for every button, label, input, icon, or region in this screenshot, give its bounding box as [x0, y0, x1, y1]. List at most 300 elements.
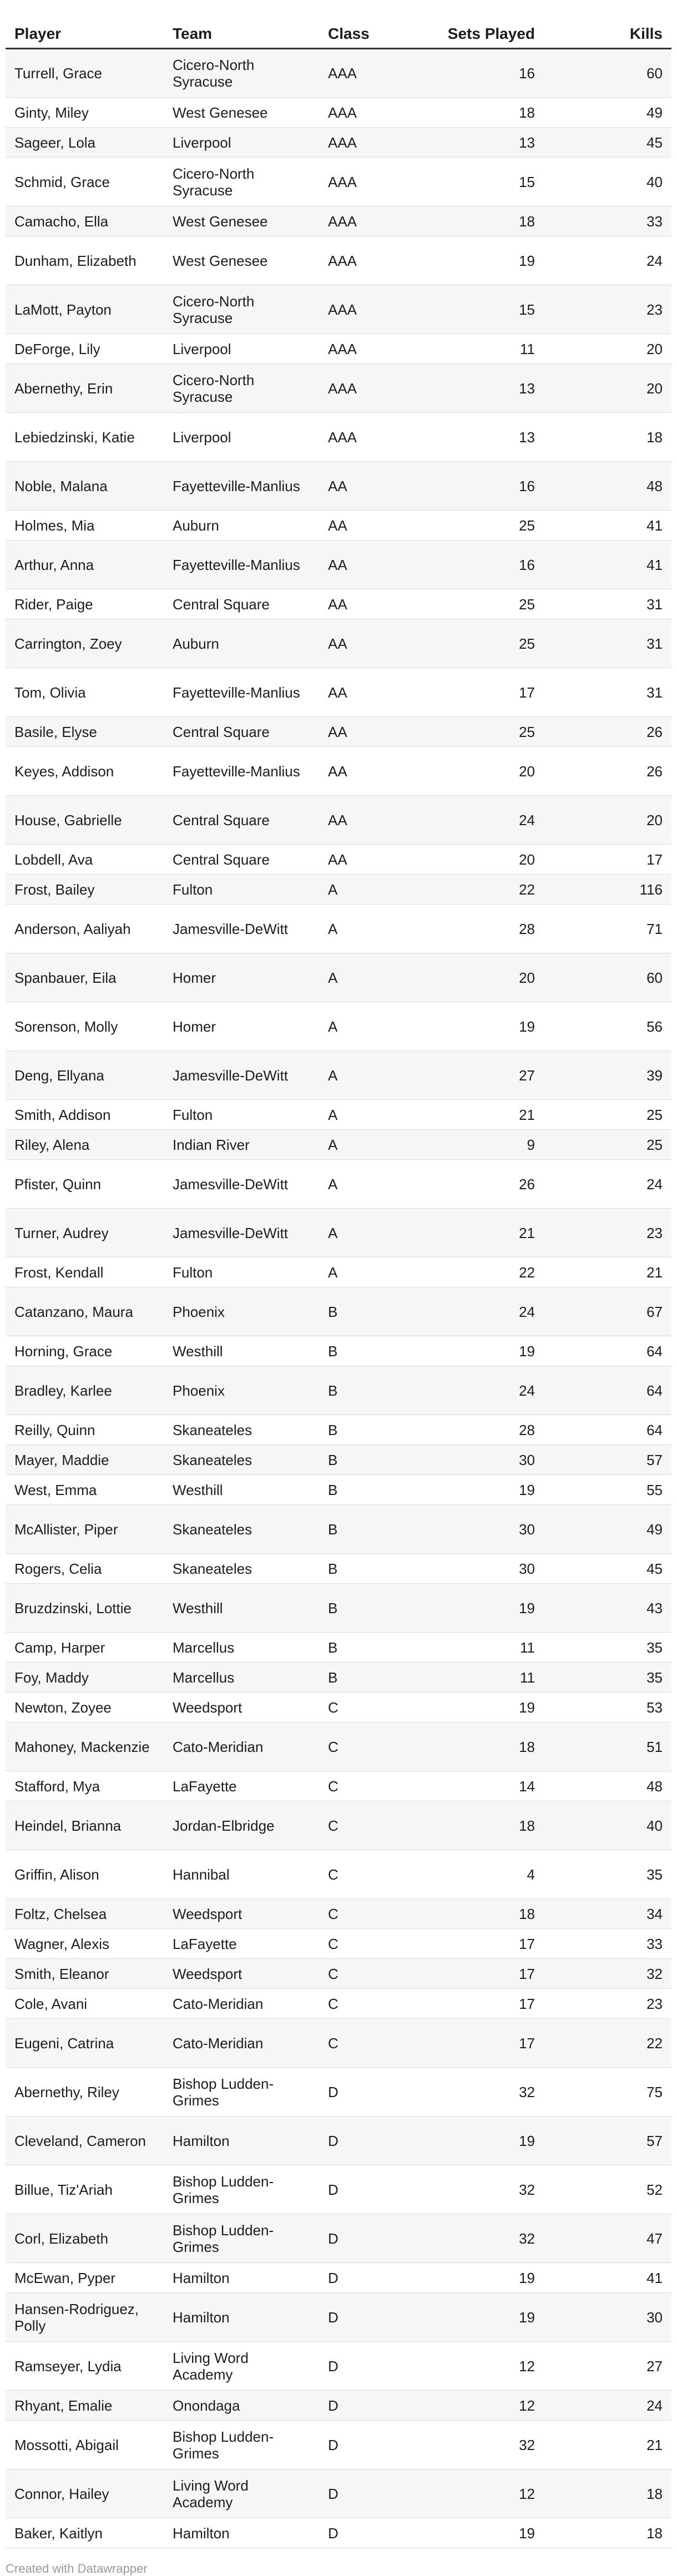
player-cell: Anderson, Aaliyah: [6, 905, 164, 953]
team-cell: Jamesville-DeWitt: [164, 905, 319, 953]
sets-played-cell: 12: [430, 2391, 544, 2421]
player-cell: Noble, Malana: [6, 462, 164, 511]
player-cell: Keyes, Addison: [6, 747, 164, 796]
team-cell: Liverpool: [164, 334, 319, 364]
team-cell: Fayetteville-Manlius: [164, 462, 319, 511]
team-cell: Fulton: [164, 1100, 319, 1130]
team-cell: Fayetteville-Manlius: [164, 541, 319, 589]
sets-played-cell: 11: [430, 1663, 544, 1693]
class-cell: B: [319, 1554, 430, 1584]
kills-cell: 64: [544, 1415, 671, 1445]
table-row: [6, 796, 671, 845]
team-cell: Indian River: [164, 1130, 319, 1160]
team-cell: Hannibal: [164, 1850, 319, 1899]
kills-cell: 34: [544, 1899, 671, 1929]
team-cell: Cicero-North Syracuse: [164, 364, 319, 413]
table-row: [6, 1100, 671, 1130]
sets-played-cell: 12: [430, 2469, 544, 2518]
table-row: [6, 1663, 671, 1693]
player-cell: Ginty, Miley: [6, 98, 164, 128]
sets-played-cell: 30: [430, 1505, 544, 1554]
kills-cell: 57: [544, 1445, 671, 1475]
table-row: [6, 158, 671, 206]
player-cell: Abernethy, Erin: [6, 364, 164, 413]
player-cell: Stafford, Mya: [6, 1771, 164, 1801]
table-row: [6, 589, 671, 619]
team-cell: Living Word Academy: [164, 2469, 319, 2518]
player-cell: Turner, Audrey: [6, 1209, 164, 1257]
kills-cell: 35: [544, 1850, 671, 1899]
player-cell: Cole, Avani: [6, 1989, 164, 2019]
kills-cell: 51: [544, 1723, 671, 1771]
team-cell: Liverpool: [164, 128, 319, 158]
class-cell: A: [319, 1209, 430, 1257]
kills-cell: 35: [544, 1663, 671, 1693]
sets-played-cell: 25: [430, 511, 544, 541]
kills-cell: 49: [544, 1505, 671, 1554]
player-cell: McEwan, Pyper: [6, 2263, 164, 2293]
sets-played-cell: 25: [430, 717, 544, 747]
kills-cell: 20: [544, 796, 671, 845]
class-cell: AA: [319, 462, 430, 511]
sets-played-cell: 18: [430, 98, 544, 128]
table-row: [6, 1633, 671, 1663]
team-cell: Central Square: [164, 717, 319, 747]
player-cell: Foltz, Chelsea: [6, 1899, 164, 1929]
column-header-kills[interactable]: Kills: [544, 0, 671, 49]
sets-played-cell: 32: [430, 2214, 544, 2263]
table-row: [6, 285, 671, 334]
team-cell: Jamesville-DeWitt: [164, 1209, 319, 1257]
table-row: [6, 2293, 671, 2342]
team-cell: Phoenix: [164, 1366, 319, 1415]
kills-cell: 41: [544, 541, 671, 589]
kills-cell: 18: [544, 413, 671, 462]
sets-played-cell: 11: [430, 334, 544, 364]
player-cell: Smith, Eleanor: [6, 1959, 164, 1989]
class-cell: D: [319, 2214, 430, 2263]
table-row: [6, 2342, 671, 2391]
table-row: [6, 2019, 671, 2068]
team-cell: Jamesville-DeWitt: [164, 1160, 319, 1209]
team-cell: Hamilton: [164, 2117, 319, 2165]
player-cell: Camp, Harper: [6, 1633, 164, 1663]
kills-cell: 52: [544, 2165, 671, 2214]
sets-played-cell: 32: [430, 2421, 544, 2469]
player-cell: Catanzano, Maura: [6, 1287, 164, 1336]
player-cell: Ramseyer, Lydia: [6, 2342, 164, 2391]
column-header-sets-played[interactable]: Sets Played: [430, 0, 544, 49]
class-cell: B: [319, 1336, 430, 1366]
class-cell: AA: [319, 619, 430, 668]
class-cell: AA: [319, 668, 430, 717]
class-cell: C: [319, 1801, 430, 1850]
kills-cell: 18: [544, 2518, 671, 2548]
column-header-player[interactable]: Player: [6, 0, 164, 49]
kills-cell: 17: [544, 845, 671, 875]
class-cell: D: [319, 2421, 430, 2469]
class-cell: AAA: [319, 206, 430, 236]
kills-cell: 21: [544, 1257, 671, 1287]
table-row: [6, 364, 671, 413]
table-row: [6, 1723, 671, 1771]
player-cell: Rhyant, Emalie: [6, 2391, 164, 2421]
player-cell: Holmes, Mia: [6, 511, 164, 541]
table-row: [6, 845, 671, 875]
team-cell: Onondaga: [164, 2391, 319, 2421]
sets-played-cell: 13: [430, 364, 544, 413]
team-cell: Weedsport: [164, 1899, 319, 1929]
class-cell: C: [319, 1723, 430, 1771]
class-cell: AAA: [319, 364, 430, 413]
kills-cell: 21: [544, 2421, 671, 2469]
table-row: [6, 1002, 671, 1051]
table-row: [6, 668, 671, 717]
team-cell: Fayetteville-Manlius: [164, 747, 319, 796]
class-cell: B: [319, 1505, 430, 1554]
table-row: [6, 511, 671, 541]
team-cell: West Genesee: [164, 236, 319, 285]
player-cell: Deng, Ellyana: [6, 1051, 164, 1100]
kills-cell: 45: [544, 1554, 671, 1584]
sets-played-cell: 19: [430, 1336, 544, 1366]
table-row: [6, 1051, 671, 1100]
kills-cell: 64: [544, 1366, 671, 1415]
kills-cell: 45: [544, 128, 671, 158]
player-cell: Cleveland, Cameron: [6, 2117, 164, 2165]
player-cell: Sorenson, Molly: [6, 1002, 164, 1051]
team-cell: Cicero-North Syracuse: [164, 49, 319, 98]
kills-cell: 26: [544, 717, 671, 747]
player-cell: Corl, Elizabeth: [6, 2214, 164, 2263]
player-cell: Mayer, Maddie: [6, 1445, 164, 1475]
sets-played-cell: 25: [430, 619, 544, 668]
team-cell: Bishop Ludden-Grimes: [164, 2165, 319, 2214]
player-cell: Frost, Kendall: [6, 1257, 164, 1287]
team-cell: Hamilton: [164, 2293, 319, 2342]
sets-played-cell: 17: [430, 1989, 544, 2019]
sets-played-cell: 16: [430, 462, 544, 511]
table-row: [6, 98, 671, 128]
sets-played-cell: 19: [430, 1584, 544, 1633]
team-cell: Skaneateles: [164, 1445, 319, 1475]
team-cell: Homer: [164, 1002, 319, 1051]
team-cell: Fayetteville-Manlius: [164, 668, 319, 717]
kills-cell: 40: [544, 158, 671, 206]
sets-played-cell: 19: [430, 1475, 544, 1505]
player-cell: Connor, Hailey: [6, 2469, 164, 2518]
table-row: [6, 1899, 671, 1929]
kills-cell: 75: [544, 2068, 671, 2117]
kills-cell: 20: [544, 334, 671, 364]
kills-cell: 55: [544, 1475, 671, 1505]
sets-played-cell: 13: [430, 413, 544, 462]
team-cell: Fulton: [164, 1257, 319, 1287]
sets-played-cell: 28: [430, 905, 544, 953]
team-cell: West Genesee: [164, 206, 319, 236]
player-cell: Spanbauer, Eila: [6, 953, 164, 1002]
team-cell: Westhill: [164, 1584, 319, 1633]
player-cell: DeForge, Lily: [6, 334, 164, 364]
table-row: [6, 1130, 671, 1160]
team-cell: Jordan-Elbridge: [164, 1801, 319, 1850]
team-cell: Phoenix: [164, 1287, 319, 1336]
player-cell: LaMott, Payton: [6, 285, 164, 334]
sets-played-cell: 30: [430, 1445, 544, 1475]
table-row: [6, 1850, 671, 1899]
sets-played-cell: 32: [430, 2165, 544, 2214]
player-cell: Griffin, Alison: [6, 1850, 164, 1899]
player-cell: Lebiedzinski, Katie: [6, 413, 164, 462]
footer-credit: Created with Datawrapper: [6, 2562, 148, 2575]
class-cell: AA: [319, 845, 430, 875]
table-row: [6, 1959, 671, 1989]
kills-cell: 43: [544, 1584, 671, 1633]
sets-played-cell: 9: [430, 1130, 544, 1160]
table-row: [6, 905, 671, 953]
kills-cell: 48: [544, 1771, 671, 1801]
table-row: [6, 1287, 671, 1336]
sets-played-cell: 17: [430, 1959, 544, 1989]
team-cell: Hamilton: [164, 2263, 319, 2293]
player-cell: Abernethy, Riley: [6, 2068, 164, 2117]
table-row: [6, 2421, 671, 2469]
table-row: [6, 747, 671, 796]
sets-played-cell: 15: [430, 158, 544, 206]
sets-played-cell: 17: [430, 1929, 544, 1959]
class-cell: C: [319, 2019, 430, 2068]
player-cell: Camacho, Ella: [6, 206, 164, 236]
class-cell: AA: [319, 796, 430, 845]
team-cell: Cicero-North Syracuse: [164, 158, 319, 206]
table-row: [6, 1415, 671, 1445]
table-row: [6, 1554, 671, 1584]
kills-table: [6, 0, 671, 2548]
class-cell: D: [319, 2068, 430, 2117]
team-cell: Hamilton: [164, 2518, 319, 2548]
kills-cell: 56: [544, 1002, 671, 1051]
player-cell: Dunham, Elizabeth: [6, 236, 164, 285]
player-cell: Sageer, Lola: [6, 128, 164, 158]
table-row: [6, 541, 671, 589]
table-row: [6, 1366, 671, 1415]
kills-cell: 40: [544, 1801, 671, 1850]
class-cell: AAA: [319, 236, 430, 285]
class-cell: A: [319, 905, 430, 953]
class-cell: D: [319, 2342, 430, 2391]
player-cell: Reilly, Quinn: [6, 1415, 164, 1445]
team-cell: Central Square: [164, 796, 319, 845]
kills-cell: 24: [544, 2391, 671, 2421]
kills-cell: 27: [544, 2342, 671, 2391]
player-cell: Rogers, Celia: [6, 1554, 164, 1584]
player-cell: Newton, Zoyee: [6, 1693, 164, 1723]
class-cell: B: [319, 1445, 430, 1475]
player-cell: Basile, Elyse: [6, 717, 164, 747]
table-row: [6, 1771, 671, 1801]
team-cell: Marcellus: [164, 1663, 319, 1693]
sets-played-cell: 24: [430, 796, 544, 845]
kills-cell: 39: [544, 1051, 671, 1100]
player-cell: House, Gabrielle: [6, 796, 164, 845]
sets-played-cell: 19: [430, 2518, 544, 2548]
team-cell: Cato-Meridian: [164, 2019, 319, 2068]
table-row: [6, 717, 671, 747]
class-cell: AAA: [319, 413, 430, 462]
header-row: [6, 0, 671, 49]
team-cell: Skaneateles: [164, 1505, 319, 1554]
sets-played-cell: 4: [430, 1850, 544, 1899]
kills-cell: 33: [544, 206, 671, 236]
team-cell: Skaneateles: [164, 1415, 319, 1445]
table-row: [6, 875, 671, 905]
table-row: [6, 1257, 671, 1287]
sets-played-cell: 20: [430, 953, 544, 1002]
kills-cell: 60: [544, 953, 671, 1002]
team-cell: Skaneateles: [164, 1554, 319, 1584]
player-cell: Pfister, Quinn: [6, 1160, 164, 1209]
sets-played-cell: 16: [430, 541, 544, 589]
table-row: [6, 1693, 671, 1723]
table-row: [6, 1160, 671, 1209]
player-cell: Carrington, Zoey: [6, 619, 164, 668]
player-cell: Arthur, Anna: [6, 541, 164, 589]
class-cell: AAA: [319, 128, 430, 158]
sets-played-cell: 22: [430, 875, 544, 905]
sets-played-cell: 19: [430, 2263, 544, 2293]
sets-played-cell: 19: [430, 2293, 544, 2342]
kills-cell: 64: [544, 1336, 671, 1366]
class-cell: AAA: [319, 98, 430, 128]
sets-played-cell: 27: [430, 1051, 544, 1100]
team-cell: Liverpool: [164, 413, 319, 462]
table-row: [6, 1989, 671, 2019]
team-cell: Bishop Ludden-Grimes: [164, 2421, 319, 2469]
kills-cell: 31: [544, 668, 671, 717]
kills-cell: 30: [544, 2293, 671, 2342]
kills-cell: 24: [544, 1160, 671, 1209]
player-cell: Tom, Olivia: [6, 668, 164, 717]
sets-played-cell: 26: [430, 1160, 544, 1209]
sets-played-cell: 15: [430, 285, 544, 334]
table-row: [6, 1584, 671, 1633]
player-cell: Bruzdzinski, Lottie: [6, 1584, 164, 1633]
team-cell: Cato-Meridian: [164, 1723, 319, 1771]
player-cell: Rider, Paige: [6, 589, 164, 619]
class-cell: AA: [319, 511, 430, 541]
team-cell: Auburn: [164, 511, 319, 541]
kills-cell: 53: [544, 1693, 671, 1723]
team-cell: Bishop Ludden-Grimes: [164, 2214, 319, 2263]
class-cell: AAA: [319, 49, 430, 98]
table-row: [6, 1475, 671, 1505]
sets-played-cell: 21: [430, 1209, 544, 1257]
class-cell: D: [319, 2165, 430, 2214]
sets-played-cell: 19: [430, 236, 544, 285]
kills-cell: 41: [544, 2263, 671, 2293]
table-row: [6, 128, 671, 158]
sets-played-cell: 17: [430, 668, 544, 717]
class-cell: B: [319, 1287, 430, 1336]
kills-cell: 67: [544, 1287, 671, 1336]
class-cell: C: [319, 1693, 430, 1723]
table-row: [6, 2117, 671, 2165]
class-cell: A: [319, 1100, 430, 1130]
table-row: [6, 2391, 671, 2421]
class-cell: A: [319, 875, 430, 905]
sets-played-cell: 11: [430, 1633, 544, 1663]
player-cell: Mossotti, Abigail: [6, 2421, 164, 2469]
kills-cell: 33: [544, 1929, 671, 1959]
player-cell: Baker, Kaitlyn: [6, 2518, 164, 2548]
table-row: [6, 1801, 671, 1850]
class-cell: C: [319, 1899, 430, 1929]
table-row: [6, 2068, 671, 2117]
team-cell: Westhill: [164, 1475, 319, 1505]
class-cell: D: [319, 2263, 430, 2293]
table-body: [6, 49, 671, 2548]
sets-played-cell: 19: [430, 1002, 544, 1051]
sets-played-cell: 19: [430, 2117, 544, 2165]
kills-cell: 23: [544, 1209, 671, 1257]
team-cell: Weedsport: [164, 1693, 319, 1723]
class-cell: D: [319, 2391, 430, 2421]
player-cell: Frost, Bailey: [6, 875, 164, 905]
table-row: [6, 2214, 671, 2263]
class-cell: A: [319, 1257, 430, 1287]
kills-cell: 41: [544, 511, 671, 541]
class-cell: B: [319, 1584, 430, 1633]
class-cell: A: [319, 953, 430, 1002]
column-header-class[interactable]: Class: [319, 0, 430, 49]
class-cell: B: [319, 1663, 430, 1693]
class-cell: AAA: [319, 334, 430, 364]
sets-played-cell: 12: [430, 2342, 544, 2391]
player-cell: Schmid, Grace: [6, 158, 164, 206]
sets-played-cell: 18: [430, 1723, 544, 1771]
kills-cell: 23: [544, 1989, 671, 2019]
team-cell: Central Square: [164, 589, 319, 619]
kills-cell: 26: [544, 747, 671, 796]
team-cell: Cato-Meridian: [164, 1989, 319, 2019]
table-row: [6, 1505, 671, 1554]
class-cell: D: [319, 2469, 430, 2518]
player-cell: Smith, Addison: [6, 1100, 164, 1130]
table-row: [6, 49, 671, 98]
kills-cell: 20: [544, 364, 671, 413]
player-cell: Foy, Maddy: [6, 1663, 164, 1693]
sets-played-cell: 13: [430, 128, 544, 158]
team-cell: Marcellus: [164, 1633, 319, 1663]
kills-cell: 31: [544, 619, 671, 668]
table-row: [6, 953, 671, 1002]
team-cell: Westhill: [164, 1336, 319, 1366]
class-cell: C: [319, 1929, 430, 1959]
player-cell: West, Emma: [6, 1475, 164, 1505]
kills-cell: 24: [544, 236, 671, 285]
sets-played-cell: 24: [430, 1366, 544, 1415]
column-header-team[interactable]: Team: [164, 0, 319, 49]
team-cell: West Genesee: [164, 98, 319, 128]
player-cell: Mahoney, Mackenzie: [6, 1723, 164, 1771]
class-cell: A: [319, 1130, 430, 1160]
player-cell: Heindel, Brianna: [6, 1801, 164, 1850]
class-cell: A: [319, 1051, 430, 1100]
kills-cell: 49: [544, 98, 671, 128]
player-cell: Lobdell, Ava: [6, 845, 164, 875]
team-cell: Cicero-North Syracuse: [164, 285, 319, 334]
kills-cell: 57: [544, 2117, 671, 2165]
